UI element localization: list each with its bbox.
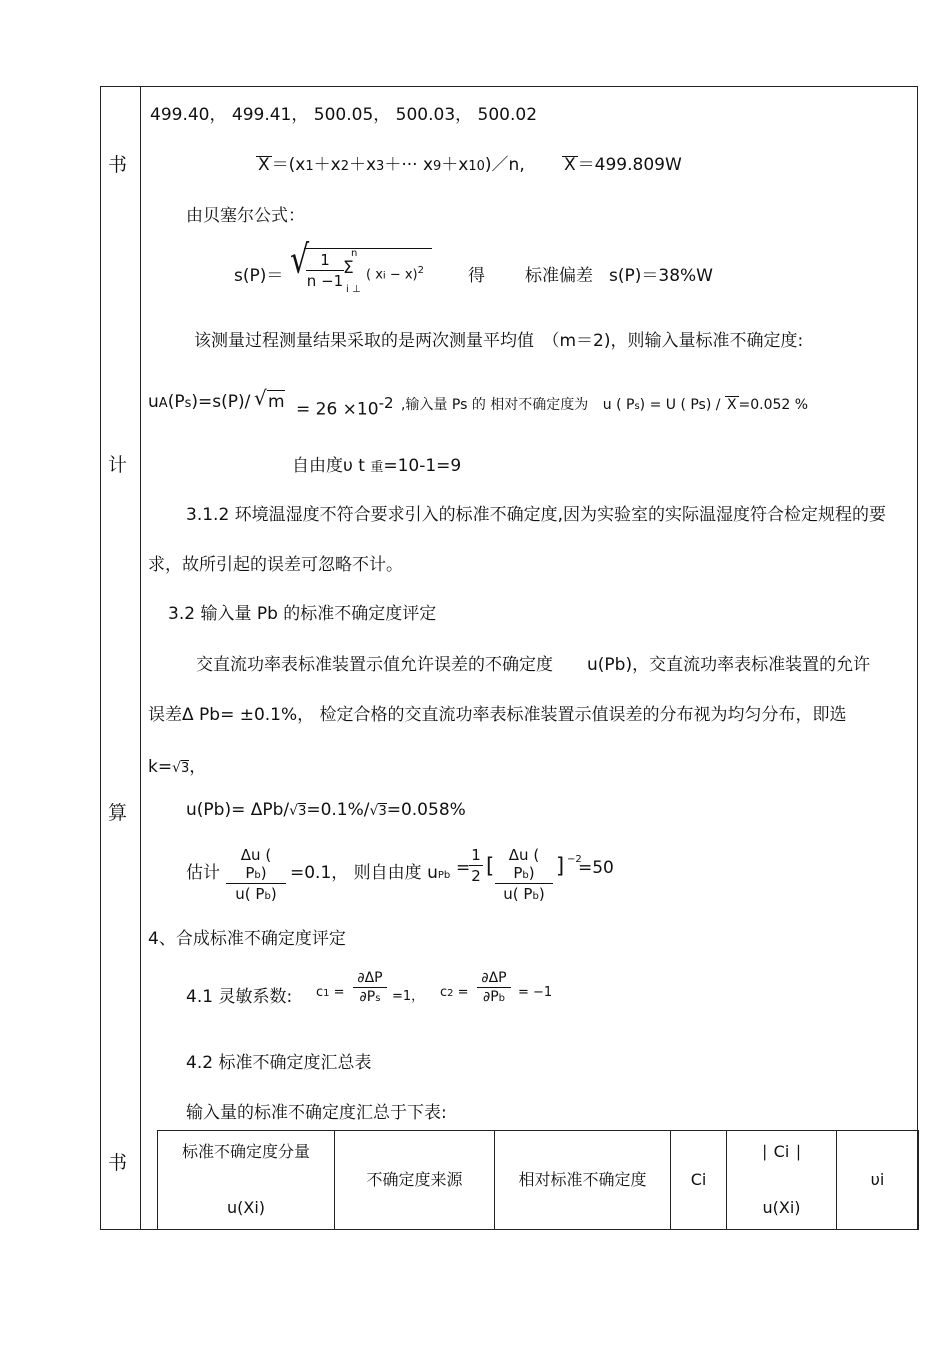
sqrt-bar xyxy=(304,248,432,249)
c1-fraction: $\frac{\partial\Delta P}{\partial Ps}$ xyxy=(353,970,387,1005)
mean-result: X ＝499.809W xyxy=(564,155,682,175)
heading-4-2: 4.2 标准不确定度汇总表 xyxy=(186,1053,372,1073)
de-label: 得 xyxy=(468,266,485,286)
sqrt-m-bar xyxy=(267,390,285,391)
u-pb-formula: u(Pb)= ΔPb/√3=0.1%/√3=0.058% xyxy=(186,800,466,820)
c2-fraction: $\frac{\partial\Delta P}{\partial Pb}$ xyxy=(477,970,511,1005)
para-3-2-line1: 交直流功率表标准装置示值允许误差的不确定度 u(Pb)，交直流功率表标准装置的允许 xyxy=(196,655,871,675)
heading-4: 4、合成标准不确定度评定 xyxy=(148,929,346,949)
para-3-1-2-line1: 3.1.2 环境温湿度不符合要求引入的标准不确定度,因为实验室的实际温湿度符合检定规程的要 xyxy=(186,505,887,525)
sensitivity-label: 4.1 灵敏系数: xyxy=(186,987,293,1007)
relative-uncertainty: ,输入量 Ps 的 相对不确定度为 u ( Ps) = U ( Ps) / X =0.052 % xyxy=(401,397,809,413)
estimate-result: =50 xyxy=(578,858,614,878)
header-nu: υi xyxy=(837,1131,919,1230)
header-relative: 相对标准不确定度 xyxy=(495,1131,671,1230)
para-3-1-2-line2: 求，故所引起的误差可忽略不计。 xyxy=(148,555,403,575)
ua-value: = $26 \times 10^{-2}$ xyxy=(296,394,394,420)
degrees-of-freedom: 自由度υ t 重=10-1=9 xyxy=(292,456,462,476)
para-3-2-line2: 误差Δ Pb= ±0.1%， 检定合格的交直流功率表标准装置示值误差的分布视为均匀分布，即选 xyxy=(148,705,847,725)
side-label-shu-2: 书 xyxy=(108,1152,128,1174)
heading-3-2: 3.2 输入量 Pb 的标准不确定度评定 xyxy=(168,604,437,624)
sum-bottom: i ⊥ xyxy=(346,284,361,295)
side-label-ji: 计 xyxy=(108,454,128,476)
uncertainty-summary-table xyxy=(157,1130,919,1230)
estimate-fraction: $\frac{\Delta u ( Pb)}{u( Pb)}$ xyxy=(226,846,286,903)
estimate-eq: = xyxy=(456,858,471,878)
std-dev-result: s(P)＝38%W xyxy=(609,266,713,286)
estimate-fraction-2: $\frac{\Delta u ( Pb)}{u( Pb)}$ xyxy=(495,846,553,903)
side-label-shu-1: 书 xyxy=(108,154,128,176)
estimate-exponent: −2 xyxy=(567,854,582,865)
sqrt-m-value: m xyxy=(268,392,285,412)
header-ci: Ci xyxy=(671,1131,727,1230)
header-component: 标准不确定度分量 u(Xi) xyxy=(158,1131,335,1230)
estimate-dof-text: =0.1， 则自由度 uPb xyxy=(290,863,451,883)
sqrt-m-sign: √ xyxy=(254,386,267,410)
bessel-intro: 由贝塞尔公式： xyxy=(186,206,305,226)
sum-sign: Σ xyxy=(343,258,354,278)
estimate-label: 估计 xyxy=(186,863,220,883)
half-fraction: $\frac{1}{2}$ xyxy=(469,846,483,885)
c2-value: = −1 xyxy=(518,985,553,1000)
sum-top: n xyxy=(351,248,358,259)
mean-formula: X ＝(x1＋x2＋x3＋··· x9＋x10)／n, xyxy=(258,155,525,175)
bessel-term: ( xi − x)$^2$ xyxy=(366,265,424,283)
c1-value: =1， xyxy=(392,989,425,1004)
bracket-close: ] xyxy=(556,854,565,878)
header-ci-u: ∣ Ci ∣ u(Xi) xyxy=(727,1131,837,1230)
std-dev-label: 标准偏差 xyxy=(525,266,593,286)
table-header-row xyxy=(158,1131,919,1230)
bessel-lhs: s(P)＝ xyxy=(234,266,284,286)
bessel-fraction: $\frac{1}{n -1}$ xyxy=(306,251,344,290)
sqrt-sign: √ xyxy=(290,237,310,284)
bracket-open: [ xyxy=(486,854,495,878)
column-divider xyxy=(140,86,141,1230)
c1-label: c1 = xyxy=(316,985,345,1000)
side-label-suan: 算 xyxy=(108,802,128,824)
measurement-note: 该测量过程测量结果采取的是两次测量平均值 （m＝2)，则输入量标准不确定度: xyxy=(194,331,804,351)
ua-formula: uA(Ps)=s(P)/ xyxy=(148,392,251,412)
k-value: k=√3， xyxy=(148,757,207,777)
header-source: 不确定度来源 xyxy=(335,1131,495,1230)
measurement-values: 499.40， 499.41， 500.05， 500.03， 500.02 xyxy=(150,105,538,125)
table-intro: 输入量的标准不确定度汇总于下表: xyxy=(186,1103,447,1123)
c2-label: c2 = xyxy=(440,985,469,1000)
